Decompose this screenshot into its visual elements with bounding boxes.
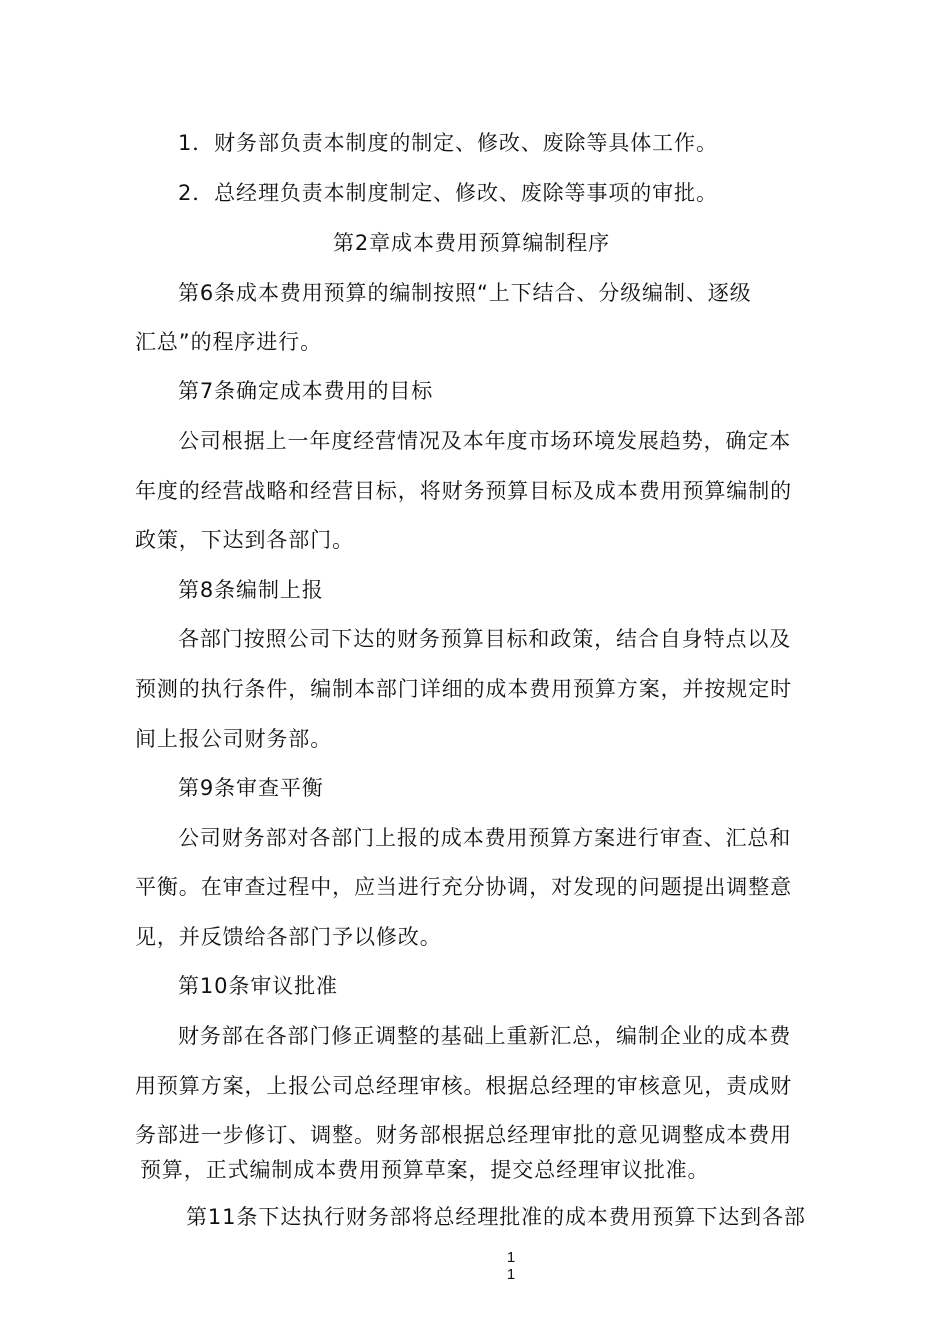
article-10-body-line-4: 预算，正式编制成本费用预算草案，提交总经理审议批准。 xyxy=(140,1158,710,1182)
page-number-bottom: 1 xyxy=(506,1266,516,1283)
article-6-line-2: 汇总”的程序进行。 xyxy=(135,330,322,354)
article-6-line-1: 第6条成本费用预算的编制按照“上下结合、分级编制、逐级 xyxy=(178,281,752,305)
article-7-heading: 第7条确定成本费用的目标 xyxy=(178,379,434,403)
clause-2-line: 2．总经理负责本制度制定、修改、废除等事项的审批。 xyxy=(178,181,718,205)
article-9-body-line-3: 见，并反馈给各部门予以修改。 xyxy=(135,925,442,949)
article-8-body-line-2: 预测的执行条件，编制本部门详细的成本费用预算方案，并按规定时 xyxy=(135,677,792,701)
article-10-body-line-1: 财务部在各部门修正调整的基础上重新汇总，编制企业的成本费 xyxy=(178,1024,792,1048)
article-7-body-line-3: 政策，下达到各部门。 xyxy=(135,528,354,552)
article-8-heading: 第8条编制上报 xyxy=(178,578,324,602)
page-number-top: 1 xyxy=(506,1249,516,1266)
article-10-heading: 第10条审议批准 xyxy=(178,974,338,998)
article-7-body-line-1: 公司根据上一年度经营情况及本年度市场环境发展趋势，确定本 xyxy=(178,429,792,453)
article-11-line-1: 第11条下达执行财务部将总经理批准的成本费用预算下达到各部 xyxy=(186,1205,806,1229)
article-9-body-line-1: 公司财务部对各部门上报的成本费用预算方案进行审查、汇总和 xyxy=(178,826,792,850)
chapter-heading: 第2章成本费用预算编制程序 xyxy=(333,231,611,255)
article-7-body-line-2: 年度的经营战略和经营目标，将财务预算目标及成本费用预算编制的 xyxy=(135,479,792,503)
clause-1-line: 1．财务部负责本制度的制定、修改、废除等具体工作。 xyxy=(178,131,718,155)
article-10-body-line-2: 用预算方案，上报公司总经理审核。根据总经理的审核意见，责成财 xyxy=(135,1074,792,1098)
article-10-body-line-3: 务部进一步修订、调整。财务部根据总经理审批的意见调整成本费用 xyxy=(135,1123,792,1147)
article-8-body-line-3: 间上报公司财务部。 xyxy=(135,727,333,751)
article-8-body-line-1: 各部门按照公司下达的财务预算目标和政策，结合自身特点以及 xyxy=(178,627,792,651)
article-9-heading: 第9条审查平衡 xyxy=(178,776,324,800)
article-9-body-line-2: 平衡。在审查过程中，应当进行充分协调，对发现的问题提出调整意 xyxy=(135,875,792,899)
